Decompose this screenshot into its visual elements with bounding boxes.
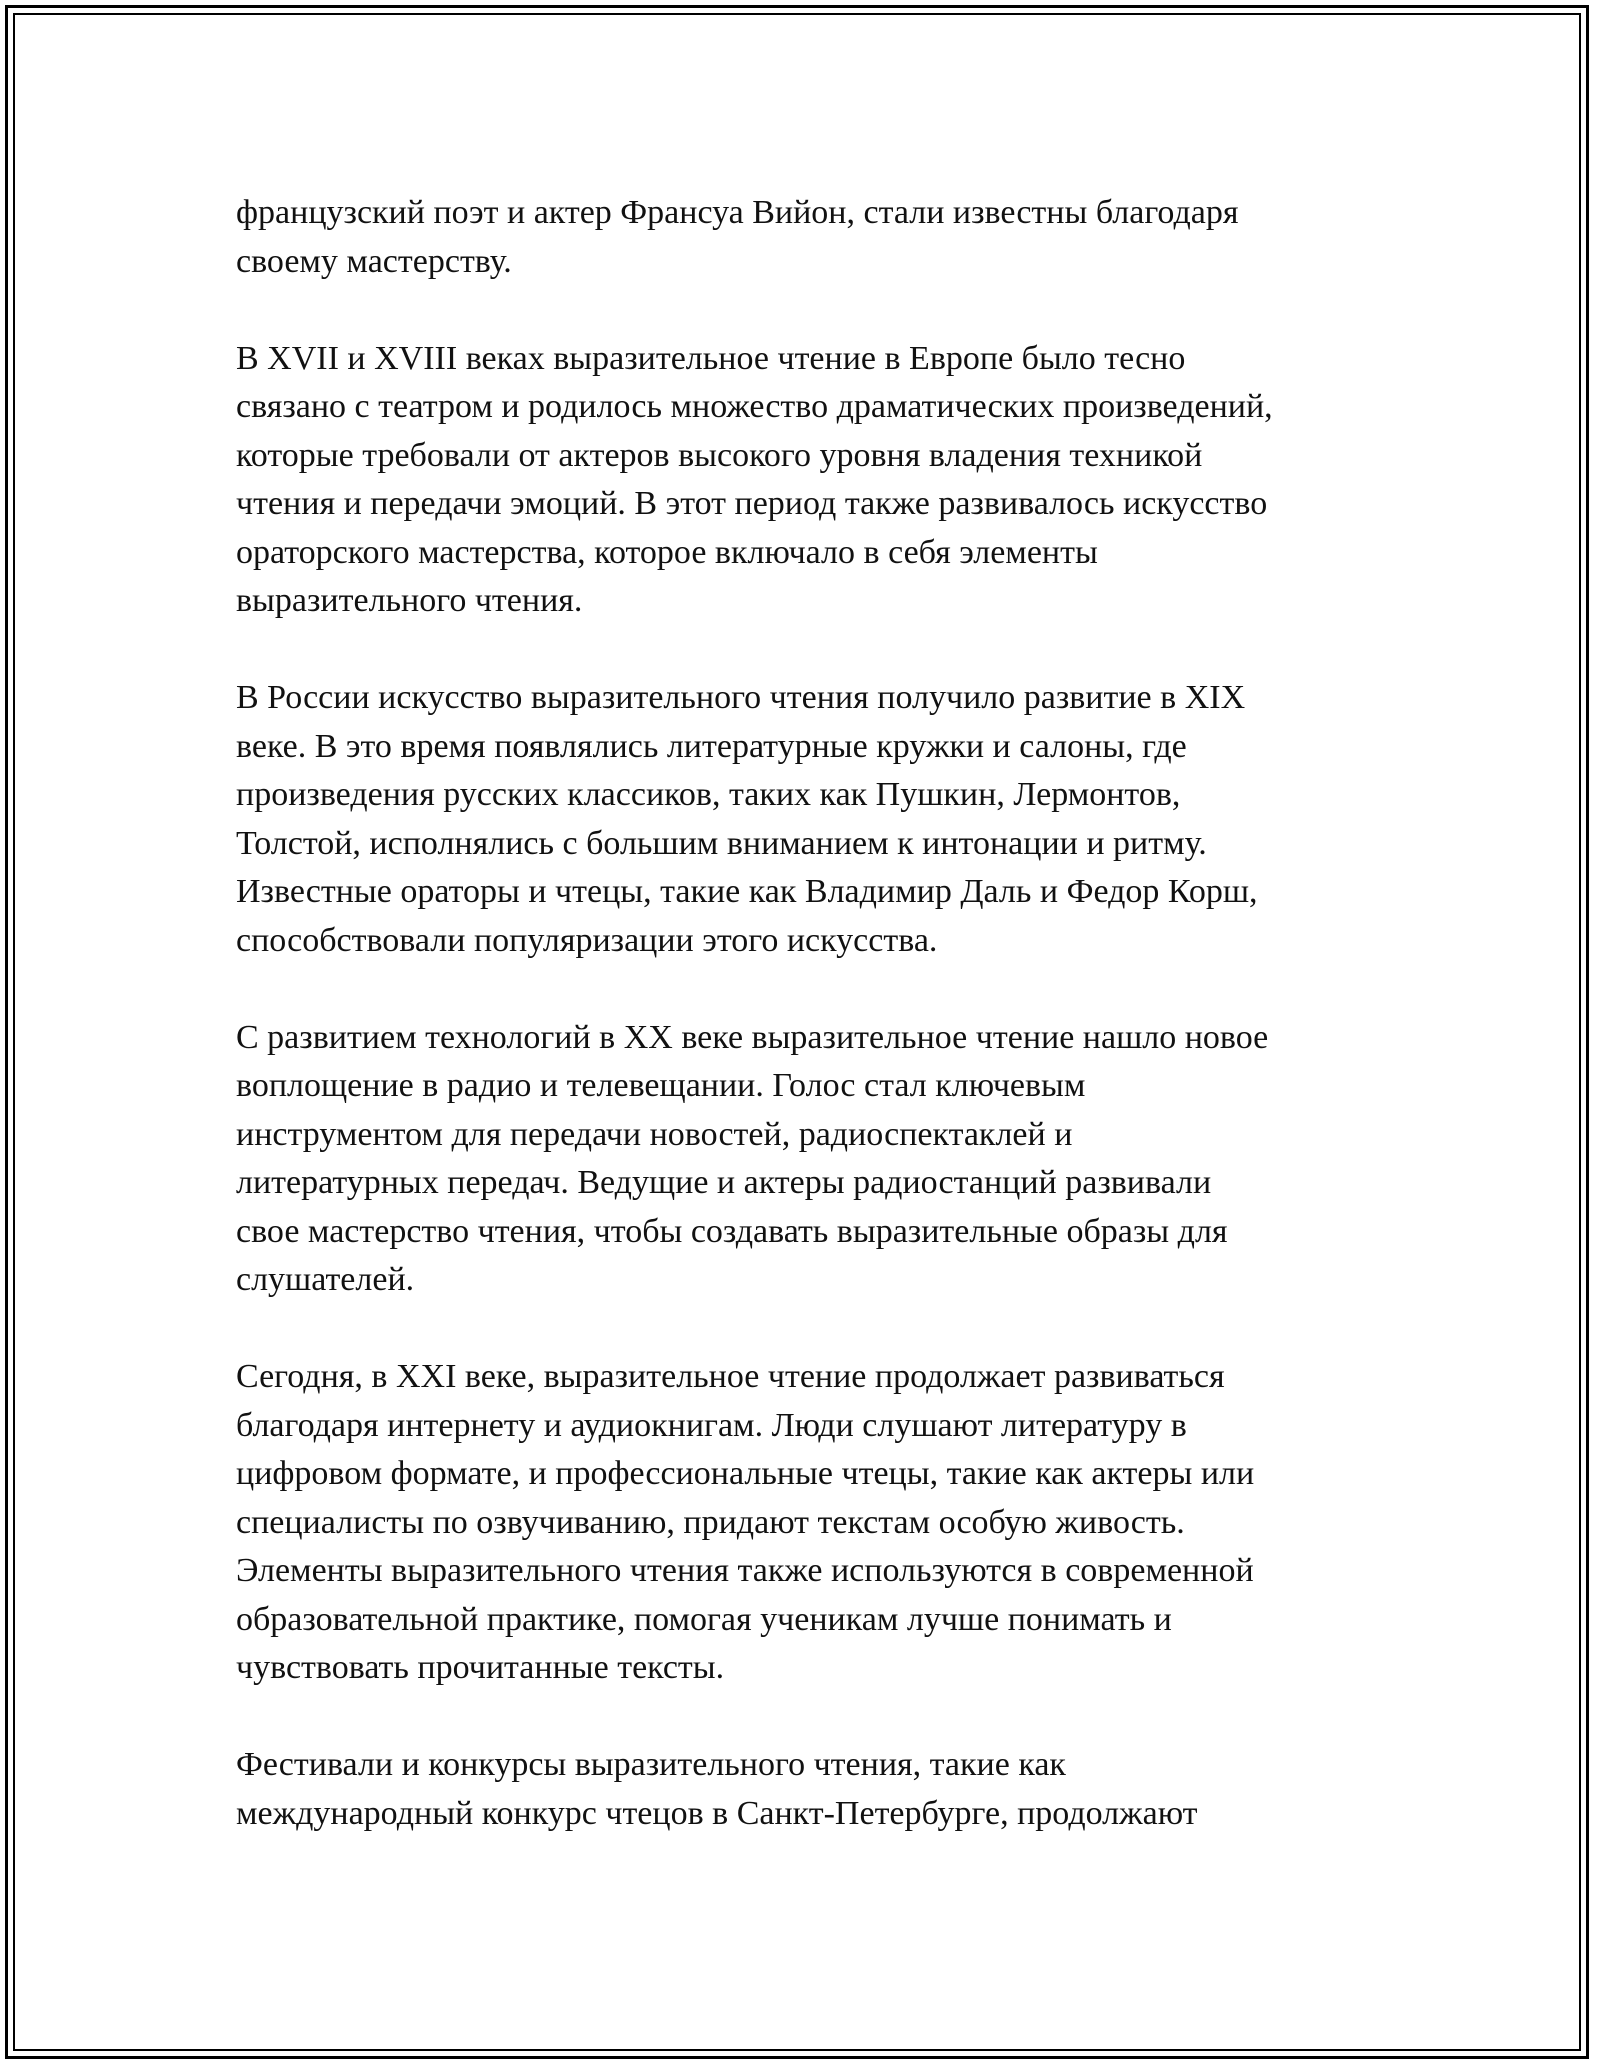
paragraph: [236, 674, 1376, 965]
text-line: которые требовали от актеров высокого уровня владения техникой: [236, 436, 1203, 474]
text-line: своему мастерству.: [236, 242, 512, 280]
text-line: Толстой, исполнялись с большим вниманием к интонации и ритму.: [236, 824, 1207, 862]
text-line: литературных передач. Ведущие и актеры радиостанций развивали: [236, 1164, 1212, 1201]
text-line: образовательной практике, помогая ученикам лучше понимать и: [236, 1600, 1172, 1638]
text-line: международный конкурс чтецов в Санкт-Петербурге, продолжают: [236, 1794, 1198, 1832]
paragraph: [236, 1741, 1376, 1838]
text-line: выразительного чтения.: [236, 582, 583, 619]
paragraph: [236, 335, 1376, 626]
text-line: благодаря интернету и аудиокнигам. Люди слушают литературу в: [236, 1406, 1187, 1444]
text-line: инструментом для передачи новостей, радиоспектаклей и: [236, 1115, 1073, 1153]
paragraph: [236, 1353, 1376, 1693]
text-line: веке. В это время появлялись литературные кружки и салоны, где: [236, 727, 1187, 765]
text-line: чтения и передачи эмоций. В этот период также развивалось искусство: [236, 485, 1268, 522]
text-line: ораторского мастерства, которое включало в себя элементы: [236, 533, 1098, 571]
text-line: В XVII и XVIII веках выразительное чтение в Европе было тесно: [236, 339, 1186, 377]
paragraph: [236, 189, 1376, 286]
paragraph: [236, 1014, 1376, 1305]
text-line: Фестивали и конкурсы выразительного чтения, такие как: [236, 1746, 1066, 1783]
document-body: [236, 189, 1376, 1838]
text-line: С развитием технологий в XX веке выразительное чтение нашло новое: [236, 1018, 1269, 1056]
text-line: слушателей.: [236, 1261, 415, 1298]
text-line: Сегодня, в XXI веке, выразительное чтение продолжает развиваться: [236, 1358, 1225, 1395]
text-line: французский поэт и актер Франсуа Вийон, стали известны благодаря: [236, 194, 1239, 231]
text-line: свое мастерство чтения, чтобы создавать выразительные образы для: [236, 1212, 1228, 1250]
text-line: способствовали популяризации этого искусства.: [236, 921, 938, 959]
text-line: связано с театром и родилось множество драматических произведений,: [236, 388, 1273, 425]
text-line: специалисты по озвучиванию, придают текстам особую живость.: [236, 1503, 1185, 1541]
text-line: В России искусство выразительного чтения получило развитие в XIX: [236, 679, 1246, 716]
text-line: воплощение в радио и телевещании. Голос стал ключевым: [236, 1067, 1086, 1104]
text-line: цифровом формате, и профессиональные чтецы, такие как актеры или: [236, 1455, 1255, 1492]
text-line: произведения русских классиков, таких как Пушкин, Лермонтов,: [236, 776, 1181, 813]
text-line: чувствовать прочитанные тексты.: [236, 1649, 725, 1686]
text-line: Известные ораторы и чтецы, такие как Владимир Даль и Федор Корш,: [236, 873, 1258, 910]
text-line: Элементы выразительного чтения также используются в современной: [236, 1552, 1254, 1589]
